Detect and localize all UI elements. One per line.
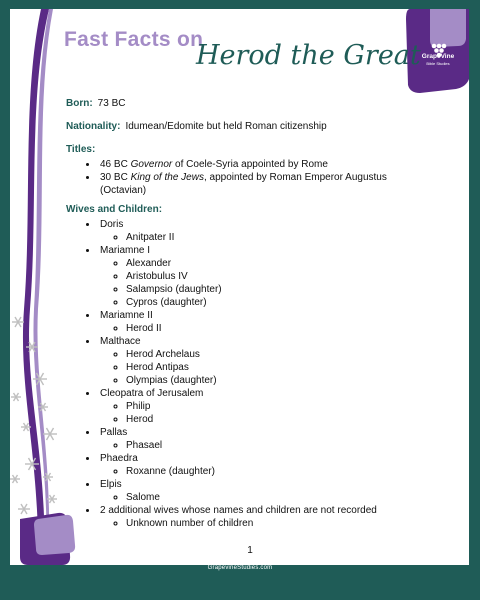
wife-item bbox=[98, 244, 406, 309]
child-item: ◦ Cypros (daughter) bbox=[126, 296, 406, 309]
born-label: Born: bbox=[66, 98, 93, 109]
child-item: ◦ Anitpater II bbox=[126, 231, 406, 244]
children-list bbox=[100, 348, 406, 387]
children-list bbox=[100, 400, 406, 426]
child-item: ◦ Salampsio (daughter) bbox=[126, 283, 406, 296]
child-item: ◦ Herod II bbox=[126, 322, 406, 335]
child-item: ◦ Herod Antipas bbox=[126, 361, 406, 374]
title-fast-facts: Fast Facts on bbox=[64, 28, 204, 51]
wife-item bbox=[98, 452, 406, 478]
child-item: ◦ Salome bbox=[126, 491, 406, 504]
wife-item bbox=[98, 309, 406, 335]
wife-name: Elpis bbox=[100, 479, 122, 490]
children-list bbox=[100, 231, 406, 244]
logo-subtitle: Bible Studies bbox=[426, 61, 450, 66]
wife-name: Mariamne II bbox=[100, 310, 153, 321]
fact-sheet-content bbox=[66, 97, 406, 530]
child-item: ◦ Herod bbox=[126, 413, 406, 426]
page-number: 1 bbox=[247, 545, 253, 556]
child-item: ◦ Herod Archelaus bbox=[126, 348, 406, 361]
wives-list bbox=[66, 218, 406, 530]
wife-item bbox=[98, 504, 406, 530]
title-herod-the-great: Herod the Great bbox=[196, 40, 421, 71]
wives-heading: Wives and Children: bbox=[66, 204, 163, 215]
children-list bbox=[100, 491, 406, 504]
nationality-label: Nationality: bbox=[66, 121, 121, 132]
wife-item bbox=[98, 335, 406, 387]
children-list bbox=[100, 257, 406, 309]
wife-name: Mariamne I bbox=[100, 245, 151, 256]
titles-list bbox=[66, 158, 406, 197]
nationality-value: Idumean/Edomite but held Roman citizenship bbox=[125, 121, 327, 132]
nationality-row bbox=[66, 120, 406, 133]
wife-name: Pallas bbox=[100, 427, 128, 438]
wife-name: Doris bbox=[100, 219, 124, 230]
logo-name: GrapeVine bbox=[421, 53, 455, 60]
child-item: ◦ Olympias (daughter) bbox=[126, 374, 406, 387]
titles-heading: Titles: bbox=[66, 144, 96, 155]
wife-name: Malthace bbox=[100, 336, 141, 347]
wife-name: 2 additional wives whose names and children are not recorded bbox=[100, 505, 377, 516]
child-item: ◦ Unknown number of children bbox=[126, 517, 406, 530]
wife-name: Phaedra bbox=[100, 453, 138, 464]
wife-item bbox=[98, 426, 406, 452]
children-list bbox=[100, 322, 406, 335]
child-item: ◦ Philip bbox=[126, 400, 406, 413]
born-row bbox=[66, 97, 406, 110]
wife-item bbox=[98, 387, 406, 426]
child-item: ◦ Aristobulus IV bbox=[126, 270, 406, 283]
wife-name: Cleopatra of Jerusalem bbox=[100, 388, 204, 399]
child-item: ◦ Roxanne (daughter) bbox=[126, 465, 406, 478]
title-item: • 46 BC Governor of Coele-Syria appointed by Rome bbox=[98, 158, 406, 171]
wife-item bbox=[98, 218, 406, 244]
born-value: 73 BC bbox=[97, 98, 126, 109]
footer-website: GrapevineStudies.com bbox=[207, 565, 273, 571]
wife-item bbox=[98, 478, 406, 504]
children-list bbox=[100, 517, 406, 530]
children-list bbox=[100, 465, 406, 478]
children-list bbox=[100, 439, 406, 452]
child-item: ◦ Phasael bbox=[126, 439, 406, 452]
child-item: ◦ Alexander bbox=[126, 257, 406, 270]
title-item: • 30 BC King of the Jews, appointed by Roman Emperor Augustus (Octavian) bbox=[98, 171, 406, 197]
